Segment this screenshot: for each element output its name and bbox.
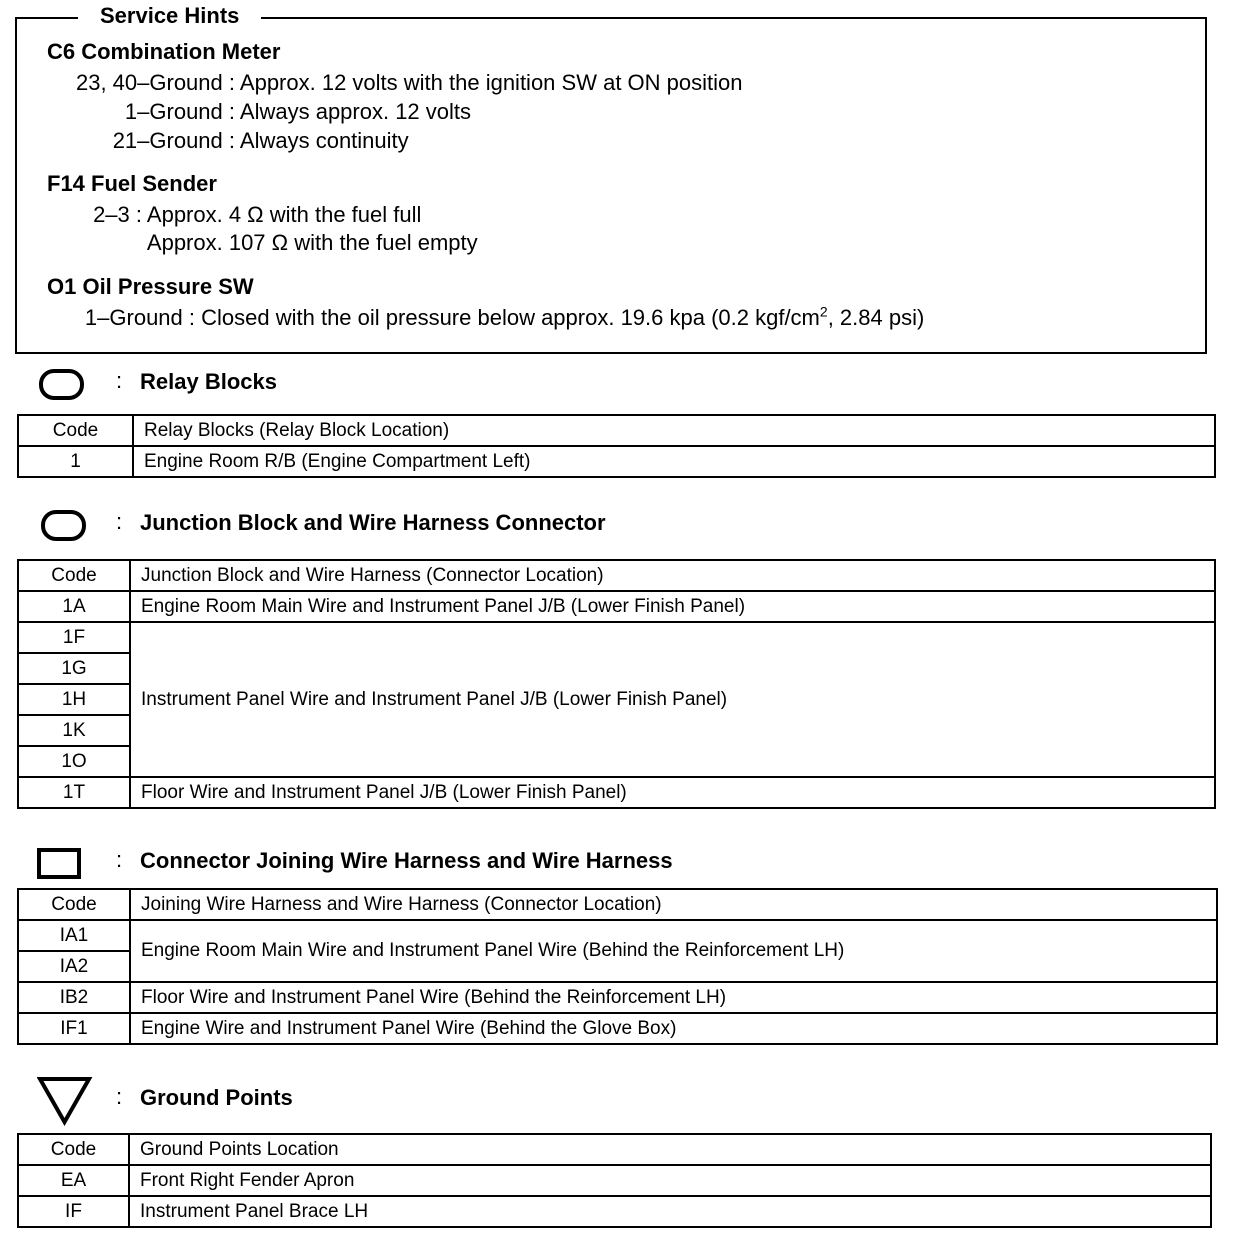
table-row	[18, 1013, 1217, 1044]
code-cell: IF1	[18, 1013, 130, 1044]
code-header: Code	[18, 560, 130, 591]
table-header-row	[18, 889, 1217, 920]
hint-text: Approx. 107 Ω with the fuel empty	[146, 230, 478, 255]
hint-pin-label: 2–3 :	[93, 202, 142, 227]
rectangle-icon	[36, 847, 84, 881]
table-header-row	[18, 560, 1215, 591]
code-header: Code	[18, 889, 130, 920]
hint-line	[40, 305, 924, 331]
code-cell: 1A	[18, 591, 130, 622]
hint-heading-combination-meter: C6 Combination Meter	[47, 39, 281, 64]
code-cell: 1K	[18, 715, 130, 746]
code-header: Code	[18, 415, 133, 446]
hint-text: Always continuity	[239, 128, 409, 153]
location-cell: Engine Room R/B (Engine Compartment Left)	[133, 446, 1215, 477]
location-header: Junction Block and Wire Harness (Connector Location)	[130, 560, 1215, 591]
table-row	[18, 1196, 1211, 1227]
hint-text: Approx. 4 Ω with the fuel full	[146, 202, 422, 227]
code-cell: 1T	[18, 777, 130, 808]
code-cell: 1H	[18, 684, 130, 715]
rounded-rectangle-icon	[40, 509, 88, 543]
section-colon: :	[116, 509, 123, 534]
hint-text: Closed with the oil pressure below approx. 19.6 kpa (0.2 kgf/cm	[201, 305, 820, 330]
table-row	[18, 777, 1215, 808]
hint-heading-fuel-sender: F14 Fuel Sender	[47, 171, 217, 196]
hint-superscript: 2	[819, 303, 828, 320]
hint-pin-label: 23, 40–Ground :	[75, 70, 235, 95]
location-cell: Floor Wire and Instrument Panel J/B (Lower Finish Panel)	[130, 777, 1215, 808]
section-colon: :	[116, 847, 123, 872]
code-cell: 1O	[18, 746, 130, 777]
table-row	[18, 591, 1215, 622]
table-row	[18, 982, 1217, 1013]
hint-line	[40, 99, 471, 125]
code-header: Code	[18, 1134, 129, 1165]
service-hints-title: Service Hints	[78, 4, 261, 28]
rounded-rectangle-icon	[38, 368, 86, 402]
code-cell: 1	[18, 446, 133, 477]
hint-text: Approx. 12 volts with the ignition SW at ON position	[239, 70, 743, 95]
connector-joining-table	[17, 888, 1218, 1045]
table-row	[18, 920, 1217, 951]
location-cell: Engine Wire and Instrument Panel Wire (Behind the Glove Box)	[130, 1013, 1217, 1044]
connector-joining-title: Connector Joining Wire Harness and Wire Harness	[140, 848, 673, 873]
table-row	[18, 1165, 1211, 1196]
section-colon: :	[116, 1084, 123, 1109]
location-cell: Engine Room Main Wire and Instrument Panel Wire (Behind the Reinforcement LH)	[130, 920, 1217, 982]
code-cell: 1F	[18, 622, 130, 653]
code-cell: 1G	[18, 653, 130, 684]
section-colon: :	[116, 368, 123, 393]
code-cell: IB2	[18, 982, 130, 1013]
location-cell: Engine Room Main Wire and Instrument Panel J/B (Lower Finish Panel)	[130, 591, 1215, 622]
code-cell: IF	[18, 1196, 129, 1227]
location-header: Relay Blocks (Relay Block Location)	[133, 415, 1215, 446]
relay-blocks-table	[17, 414, 1216, 478]
hint-line	[40, 202, 421, 228]
hint-line	[40, 230, 478, 256]
down-triangle-icon	[37, 1076, 93, 1126]
relay-blocks-title: Relay Blocks	[140, 369, 277, 394]
junction-block-title: Junction Block and Wire Harness Connector	[140, 510, 606, 535]
code-cell: IA2	[18, 951, 130, 982]
location-cell: Instrument Panel Wire and Instrument Panel J/B (Lower Finish Panel)	[130, 622, 1215, 777]
code-cell: IA1	[18, 920, 130, 951]
hint-pin-label: 1–Ground :	[84, 305, 195, 330]
hint-text: Always approx. 12 volts	[239, 99, 472, 124]
ground-points-table	[17, 1133, 1212, 1228]
location-cell: Front Right Fender Apron	[129, 1165, 1211, 1196]
location-header: Ground Points Location	[129, 1134, 1211, 1165]
hint-pin-label: 21–Ground :	[112, 128, 235, 153]
location-cell: Instrument Panel Brace LH	[129, 1196, 1211, 1227]
table-header-row	[18, 415, 1215, 446]
hint-text: , 2.84 psi)	[827, 305, 925, 330]
hint-line	[40, 128, 409, 154]
code-cell: EA	[18, 1165, 129, 1196]
junction-block-table	[17, 559, 1216, 809]
hint-pin-label: 1–Ground :	[124, 99, 235, 124]
location-cell: Floor Wire and Instrument Panel Wire (Behind the Reinforcement LH)	[130, 982, 1217, 1013]
location-header: Joining Wire Harness and Wire Harness (Connector Location)	[130, 889, 1217, 920]
table-row	[18, 446, 1215, 477]
hint-heading-oil-pressure-sw: O1 Oil Pressure SW	[47, 274, 254, 299]
table-header-row	[18, 1134, 1211, 1165]
ground-points-title: Ground Points	[140, 1085, 293, 1110]
table-row	[18, 622, 1215, 653]
hint-line	[40, 70, 742, 96]
